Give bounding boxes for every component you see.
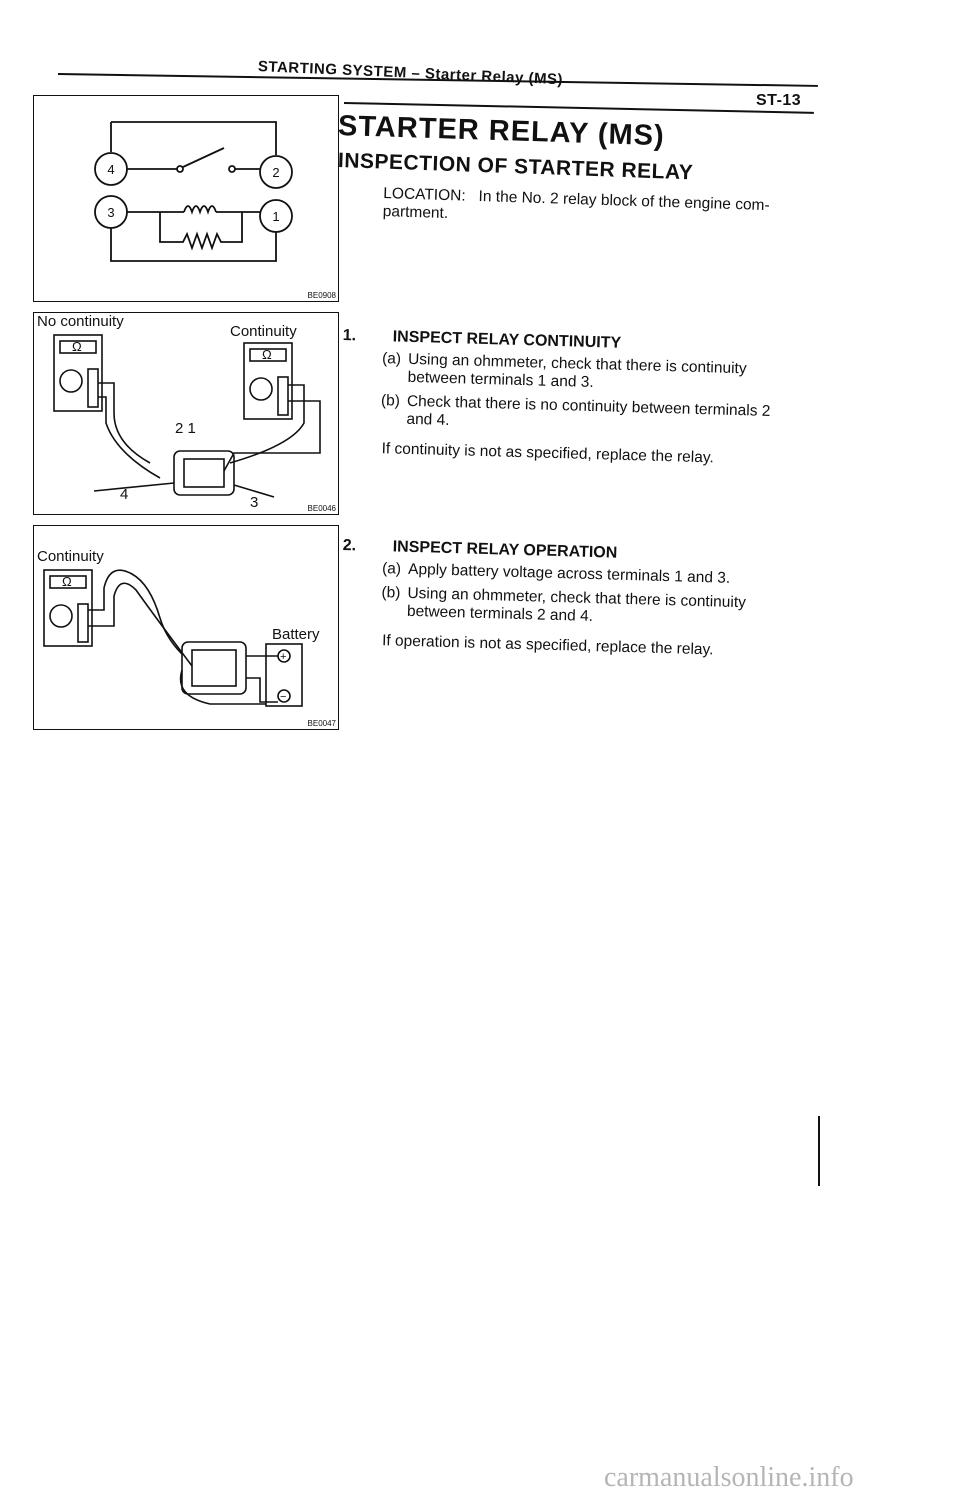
figure-continuity-check (33, 312, 339, 515)
label-continuity: Continuity (230, 323, 297, 340)
location-label: LOCATION: (383, 185, 466, 205)
running-title: STARTING SYSTEM – Starter Relay (MS) (257, 58, 564, 89)
section-title: STARTER RELAY (MS) (337, 110, 666, 153)
operation-check-drawing (34, 526, 338, 729)
meter-symbol-left: Ω (72, 339, 82, 354)
terminal-4: 4 (107, 162, 115, 177)
continuity-check-drawing (34, 313, 338, 514)
pins-2-1: 2 1 (175, 420, 196, 437)
relay-schematic-drawing (34, 96, 338, 301)
step-1 (339, 327, 792, 470)
location-text-2: partment. (382, 203, 449, 223)
meter-symbol: Ω (62, 574, 72, 589)
terminal-1: 1 (272, 209, 280, 224)
terminal-3: 3 (107, 205, 115, 220)
step-1-number: 1. (342, 327, 357, 345)
step-2 (340, 537, 793, 662)
step-2-item-a: (a) Apply battery voltage across terminals 1 and 3. (381, 560, 731, 587)
step-2-note: If operation is not as specified, replace the relay. (381, 632, 714, 659)
figure-relay-schematic (33, 95, 339, 302)
step-1-item-a: (a) Using an ohmmeter, check that there is continuity between terminals 1 and 3. (381, 350, 792, 397)
section-subtitle: INSPECTION OF STARTER RELAY (337, 149, 694, 185)
page-number: ST-13 (756, 92, 802, 109)
label-battery: Battery (272, 626, 320, 643)
step-2-b-text: Using an ohmmeter, check that there is continuity between terminals 2 and 4. (406, 584, 747, 626)
step-1-item-b: (b) Check that there is no continuity between terminals 2 and 4. (380, 392, 791, 439)
step-1-heading: INSPECT RELAY CONTINUITY (392, 328, 622, 352)
step-2-item-b: (b) Using an ohmmeter, check that there is continuity between terminals 2 and 4. (381, 584, 792, 631)
step-1-b-text: Check that there is no continuity between terminals 2 and 4. (406, 392, 771, 430)
battery-minus: − (280, 691, 287, 703)
step-2-number: 2. (342, 537, 357, 555)
watermark: carmanualsonline.info (604, 1462, 854, 1493)
step-1-a-text: Using an ohmmeter, check that there is continuity between terminals 1 and 3. (407, 350, 747, 392)
battery-plus: + (280, 651, 287, 663)
step-2-a-text: Apply battery voltage across terminals 1 and 3. (407, 560, 731, 587)
step-1-note: If continuity is not as specified, replace the relay. (381, 440, 715, 467)
label-no-continuity: No continuity (37, 313, 124, 330)
step-2-heading: INSPECT RELAY OPERATION (392, 538, 618, 562)
location-text: In the No. 2 relay block of the engine com- (478, 188, 770, 215)
scan-mark-line (818, 1116, 820, 1186)
location-block (382, 185, 803, 234)
pin-3: 3 (250, 494, 259, 511)
figure-code: BE0047 (307, 719, 336, 728)
pin-4: 4 (120, 486, 129, 503)
meter-symbol-right: Ω (262, 347, 272, 362)
figure-code: BE0046 (307, 504, 336, 513)
label-continuity: Continuity (37, 548, 104, 565)
figure-code: BE0908 (307, 291, 336, 300)
terminal-2: 2 (272, 165, 280, 180)
figure-operation-check (33, 525, 339, 730)
